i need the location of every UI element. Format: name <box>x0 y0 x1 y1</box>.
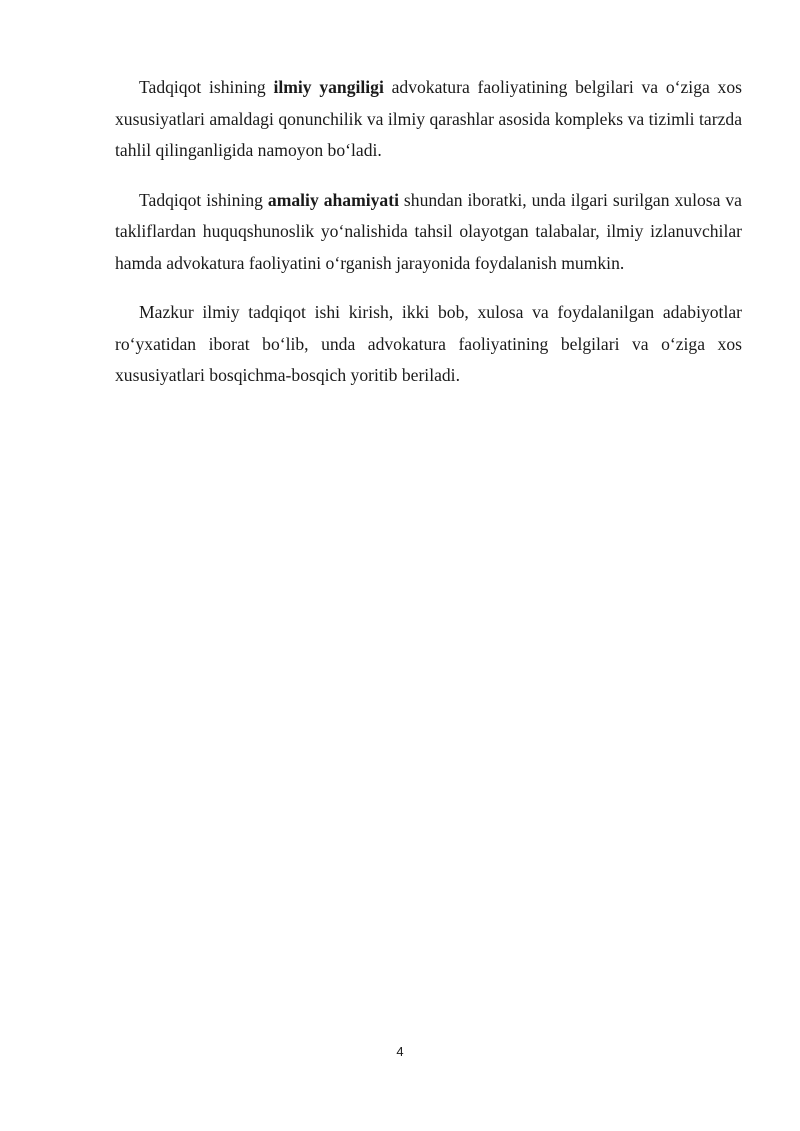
bold-term: amaliy ahamiyati <box>267 189 399 210</box>
paragraph-text: Tadqiqot ishining <box>139 77 274 97</box>
page-number: 4 <box>396 1044 404 1059</box>
paragraph-text: Tadqiqot ishining <box>139 189 268 210</box>
paragraph-scientific-novelty <box>115 72 742 167</box>
paragraph-text: advokatura faoliyatining belgilari va o‘ziga xos xususiyatlari amaldagi qonunchilik va ilmiy qarashlar asosida kompleks va tizimli tarzda tahlil qilinganligida namoyon bo‘ladi. <box>115 77 742 160</box>
paragraph-text: Mazkur ilmiy tadqiqot ishi kirish, ikki bob, xulosa va foydalanilgan adabiyotlar ro‘yxatidan iborat bo‘lib, unda advokatura faoliyatining belgilari va o‘ziga xos xususiyatlari bosqichma-bosqich yoritib beriladi. <box>115 302 742 385</box>
paragraph-structure <box>115 297 742 392</box>
paragraph-text: shundan iboratki, unda ilgari surilgan xulosa va takliflardan huquqshunoslik yo‘nalishida tahsil olayotgan talabalar, ilmiy izlanuvchilar hamda advokatura faoliyatini o‘rganish jarayonida foydalanish mumkin. <box>115 189 742 273</box>
paragraph-practical-significance <box>115 185 742 280</box>
bold-term: ilmiy yangiligi <box>273 77 384 97</box>
document-body <box>115 72 742 410</box>
